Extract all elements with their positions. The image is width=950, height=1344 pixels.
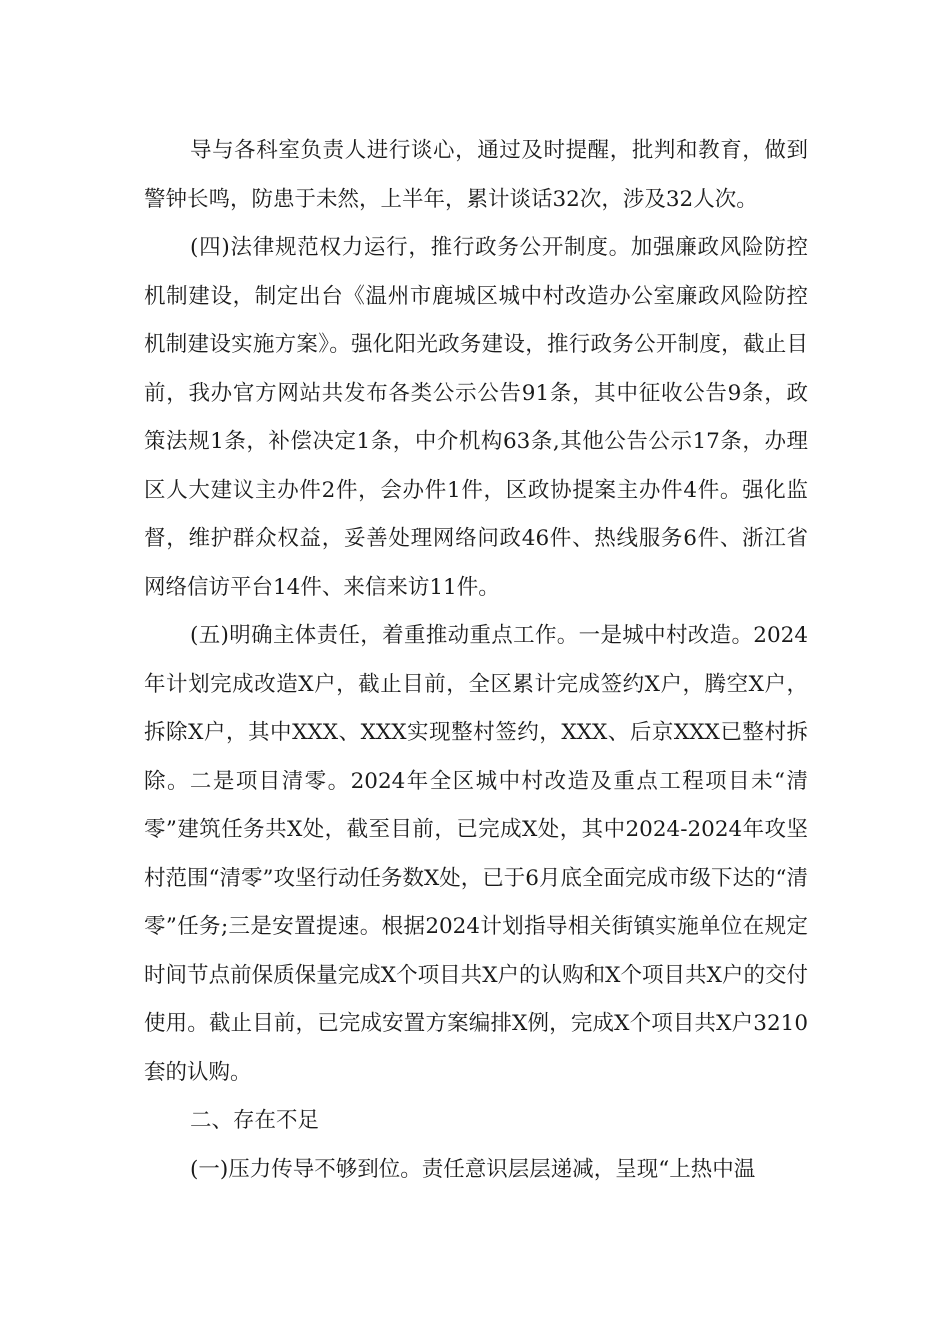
paragraph-section-four: (四)法律规范权力运行，推行政务公开制度。加强廉政风险防控机制建设，制定出台《温州市鹿城区城中村改造办公室廉政风险防控机制建设实施方案》。强化阳光政务建设，推行政务公开制度，截止目前，我办官方网站共发布各类公示公告91条，其中征收公告9条，政策法规1条，补偿决定1条，中介机构63条,其他公告公示17条，办理区人大建议主办件2件，会办件1件，区政协提案主办件4件。强化监督，维护群众权益，妥善处理网络问政46件、热线服务6件、浙江省网络信访平台14件、来信来访11件。 [144, 235, 808, 600]
paragraph-talk-records: 导与各科室负责人进行谈心，通过及时提醒，批判和教育，做到警钟长鸣，防患于未然，上半年，累计谈话32次，涉及32人次。 [144, 138, 808, 212]
document-body [144, 127, 808, 1194]
paragraph-section-five: (五)明确主体责任，着重推动重点工作。一是城中村改造。2024年计划完成改造X户，截止目前，全区累计完成签约X户，腾空X户，拆除X户，其中XXX、XXX实现整村签约，XXX、后京XXX已整村拆除。二是项目清零。2024年全区城中村改造及重点工程项目未“清零”建筑任务共X处，截至目前，已完成X处，其中2024-2024年攻坚村范围“清零”攻坚行动任务数X处，已于6月底全面完成市级下达的“清零”任务;三是安置提速。根据2024计划指导相关街镇实施单位在规定时间节点前保质保量完成X个项目共X户的认购和X个项目共X户的交付使用。截止目前，已完成安置方案编排X例，完成X个项目共X户3210套的认购。 [144, 623, 808, 1085]
paragraph-shortcoming-one: (一)压力传导不够到位。责任意识层层递减，呈现“上热中温 [190, 1156, 756, 1182]
heading-shortcomings: 二、存在不足 [190, 1108, 320, 1133]
